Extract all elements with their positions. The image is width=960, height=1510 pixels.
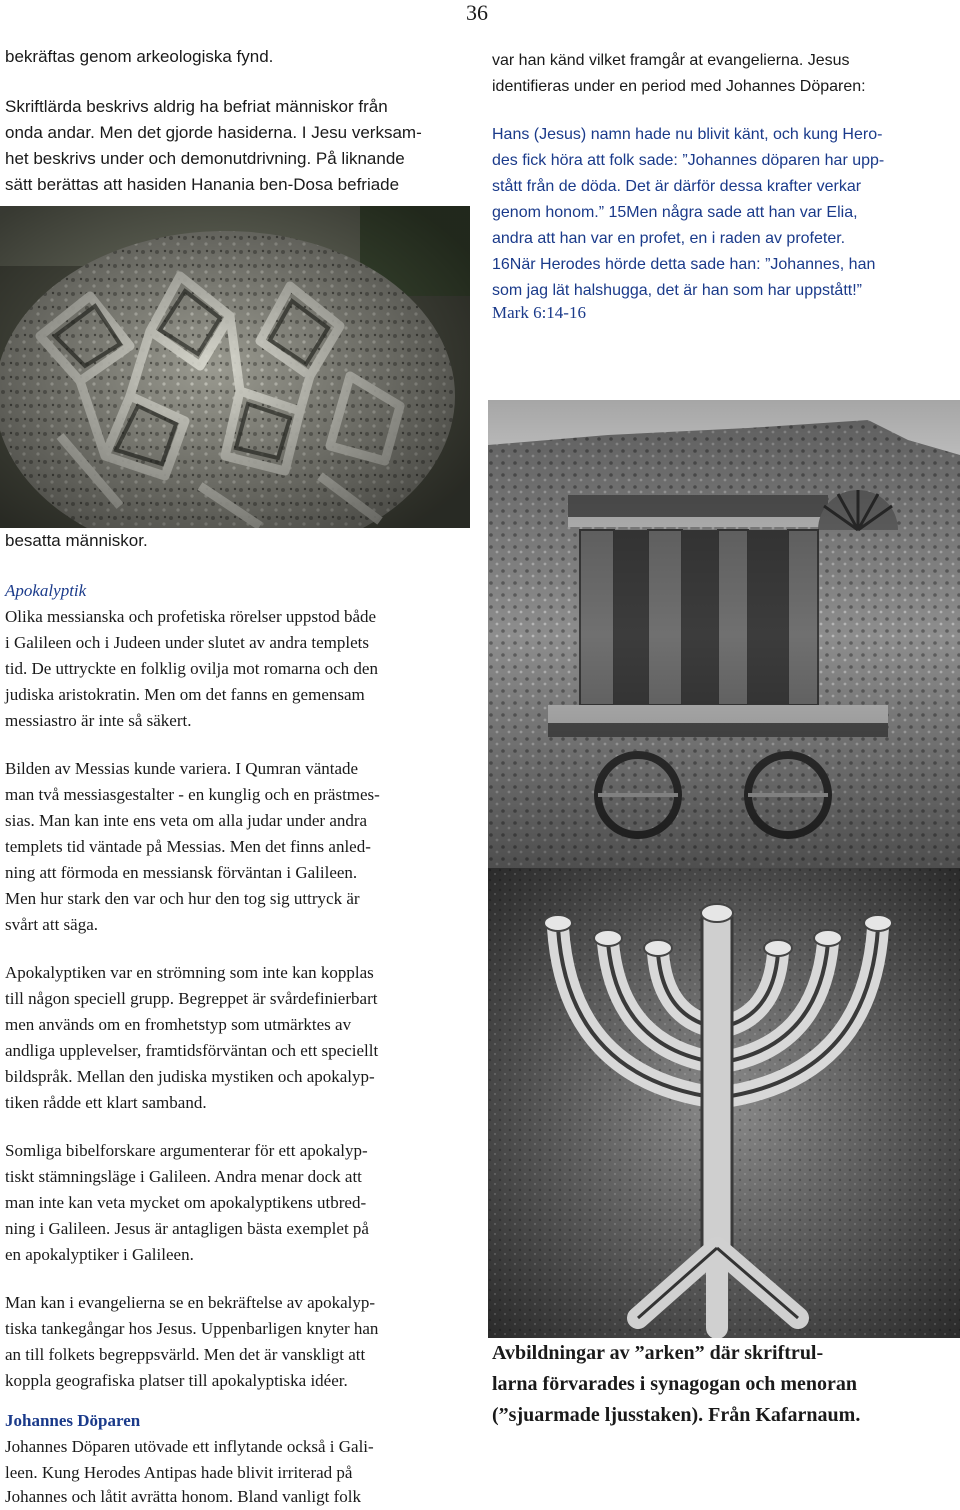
paragraph-line: andliga upplevelser, framtidsförväntan och ett speciellt [5,1041,379,1060]
paragraph-line: Man kan i evangelierna se en bekräftelse av apokalyp- [5,1293,376,1312]
paragraph-line: tid. De uttryckte en folklig ovilja mot romarna och den [5,659,378,678]
quote-line: des fick höra att folk sade: ”Johannes döparen har upp- [492,152,885,169]
paragraph-line: sias. Man kan inte ens veta om alla judar under andra [5,811,368,830]
paragraph-line: en apokalyptiker i Galileen. [5,1245,194,1264]
paragraph-line: ning i Galileen. Jesus är antagligen bästa exemplet på [5,1219,369,1238]
photo-caption-line: larna förvarades i synagogan och menoran [492,1373,857,1395]
paragraph-line: man två messiasgestalter - en kunglig och en prästmes- [5,785,380,804]
paragraph-line: leen. Kung Herodes Antipas hade blivit irriterad på [5,1463,353,1482]
left-text-line: Skriftlärda beskrivs aldrig ha befriat människor från [5,97,388,116]
quote-line: som jag lät halshugga, det är han som har uppstått!” [492,282,862,299]
paragraph-line: messiastro är inte så säkert. [5,711,192,730]
quote-reference: Mark 6:14-16 [492,303,586,322]
ark-relief-photo [488,400,960,870]
left-text-line: het beskrivs under och demonutdrivning. På liknande [5,149,405,168]
paragraph-line: Olika messianska och profetiska rörelser uppstod både [5,607,377,626]
quote-line: 16När Herodes hörde detta sade han: ”Johannes, han [492,256,876,273]
paragraph-line: svårt att säga. [5,915,98,934]
paragraph-line: Somliga bibelforskare argumenterar för ett apokalyp- [5,1141,368,1160]
paragraph-line: man inte kan veta mycket om apokalyptikens utbred- [5,1193,367,1212]
left-text-line: bekräftas genom arkeologiska fynd. [5,47,274,66]
paragraph-line: judiska aristokratin. Men om det fanns en gemensam [5,685,365,704]
section-heading-apokalyptik: Apokalyptik [5,581,87,600]
paragraph-line: bildspråk. Mellan den judiska mystiken och apokalyp- [5,1067,375,1086]
paragraph-line: an till folkets begreppsvärld. Men det är vanskligt att [5,1345,366,1364]
right-text-line: var han känd vilket framgår at evangelierna. Jesus [492,52,850,69]
page-number: 36 [466,0,488,25]
left-text-line: sätt berättas att hasiden Hanania ben-Dosa befriade [5,175,400,194]
left-text-line: besatta människor. [5,531,148,550]
star-relief-photo [0,206,470,528]
paragraph-line: Men hur stark den var och hur den tog sig uttryck är [5,889,360,908]
section-heading-johannes: Johannes Döparen [5,1411,141,1430]
paragraph-line: Bilden av Messias kunde variera. I Qumran väntade [5,759,359,778]
photo-caption-line: (”sjuarmade ljusstaken). Från Kafarnaum. [492,1404,861,1426]
right-text-line: identifieras under en period med Johannes Döparen: [492,78,866,95]
left-text-line: onda andar. Men det gjorde hasiderna. I Jesu verksam- [5,123,422,142]
paragraph-line: tiken rådde ett klart samband. [5,1093,207,1112]
paragraph-line: till någon speciell grupp. Begreppet är svårdefinierbart [5,989,378,1008]
quote-line: andra att han var en profet, en i raden av profeter. [492,230,846,247]
quote-line: Hans (Jesus) namn hade nu blivit känt, och kung Hero- [492,126,883,143]
paragraph-line: ning att förmoda en messiansk förväntan i Galileen. [5,863,358,882]
paragraph-line: i Galileen och i Judeen under slutet av andra templets [5,633,369,652]
menorah-relief-photo [488,868,960,1338]
paragraph-line: Johannes och låtit avrätta honom. Bland vanligt folk [5,1487,361,1506]
quote-line: genom honom.” 15Men några sade att han var Elia, [492,204,858,221]
paragraph-line: Apokalyptiken var en strömning som inte kan kopplas [5,963,374,982]
paragraph-line: tiskt stämningsläge i Galileen. Andra menar dock att [5,1167,362,1186]
quote-line: stått från de döda. Det är därför dessa krafter verkar [492,178,862,195]
photo-caption-line: Avbildningar av ”arken” där skriftrul- [492,1342,824,1364]
paragraph-line: tiska tankegångar hos Jesus. Uppenbarligen knyter han [5,1319,379,1338]
paragraph-line: men används om en fromhetstyp som utmärktes av [5,1015,352,1034]
paragraph-line: templets tid väntade på Messias. Men det finns anled- [5,837,371,856]
paragraph-line: Johannes Döparen utövade ett inflytande också i Gali- [5,1437,374,1456]
paragraph-line: koppla geografiska platser till apokalyptiska idéer. [5,1371,348,1390]
